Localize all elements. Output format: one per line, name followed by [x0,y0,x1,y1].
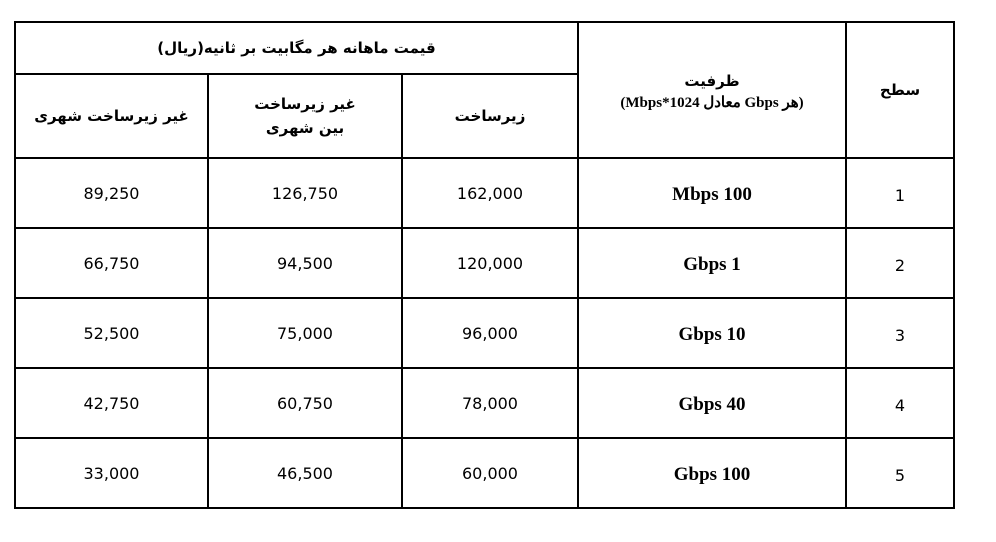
urban-header-label: غیر زیرساخت شهری [34,107,189,125]
urban-header [15,74,208,158]
intercity-price-cell: 126,750 [208,158,402,228]
level-cell: 5 [846,438,954,508]
infrastructure-price-cell: 162,000 [402,158,578,228]
price-group-label: قیمت ماهانه هر مگابیت بر ثانیه(ریال) [157,39,436,57]
urban-price-cell: 66,750 [15,228,208,298]
capacity-header-note: (هر Gbps معادل 1024*Mbps) [620,94,804,111]
level-header-label: سطح [879,81,921,99]
intercity-price-cell: 46,500 [208,438,402,508]
intercity-header-line1: غیر زیرساخت [254,95,356,113]
infrastructure-price-cell: 78,000 [402,368,578,438]
capacity-cell: 10 Gbps [578,298,846,368]
header-row-1 [15,22,954,74]
capacity-cell: 100 Gbps [578,438,846,508]
level-cell: 3 [846,298,954,368]
urban-price-cell: 33,000 [15,438,208,508]
price-table-container [14,21,955,509]
urban-price-cell: 52,500 [15,298,208,368]
table-row [15,438,954,508]
table-row [15,298,954,368]
table-row [15,158,954,228]
table-row [15,368,954,438]
intercity-price-cell: 75,000 [208,298,402,368]
infrastructure-header-label: زیرساخت [454,107,526,125]
capacity-header-label: ظرفیت [684,71,740,90]
urban-price-cell: 42,750 [15,368,208,438]
urban-price-cell: 89,250 [15,158,208,228]
capacity-header [578,22,846,158]
infrastructure-price-cell: 60,000 [402,438,578,508]
capacity-cell: 100 Mbps [578,158,846,228]
infrastructure-price-cell: 120,000 [402,228,578,298]
level-cell: 2 [846,228,954,298]
intercity-header [208,74,402,158]
capacity-cell: 1 Gbps [578,228,846,298]
intercity-price-cell: 60,750 [208,368,402,438]
intercity-header-line2: بین شهری [265,119,345,137]
table-body [15,158,954,508]
table-row [15,228,954,298]
intercity-price-cell: 94,500 [208,228,402,298]
price-group-header [15,22,578,74]
level-header [846,22,954,158]
infrastructure-price-cell: 96,000 [402,298,578,368]
capacity-cell: 40 Gbps [578,368,846,438]
infrastructure-header [402,74,578,158]
price-table [14,21,955,509]
level-cell: 1 [846,158,954,228]
level-cell: 4 [846,368,954,438]
